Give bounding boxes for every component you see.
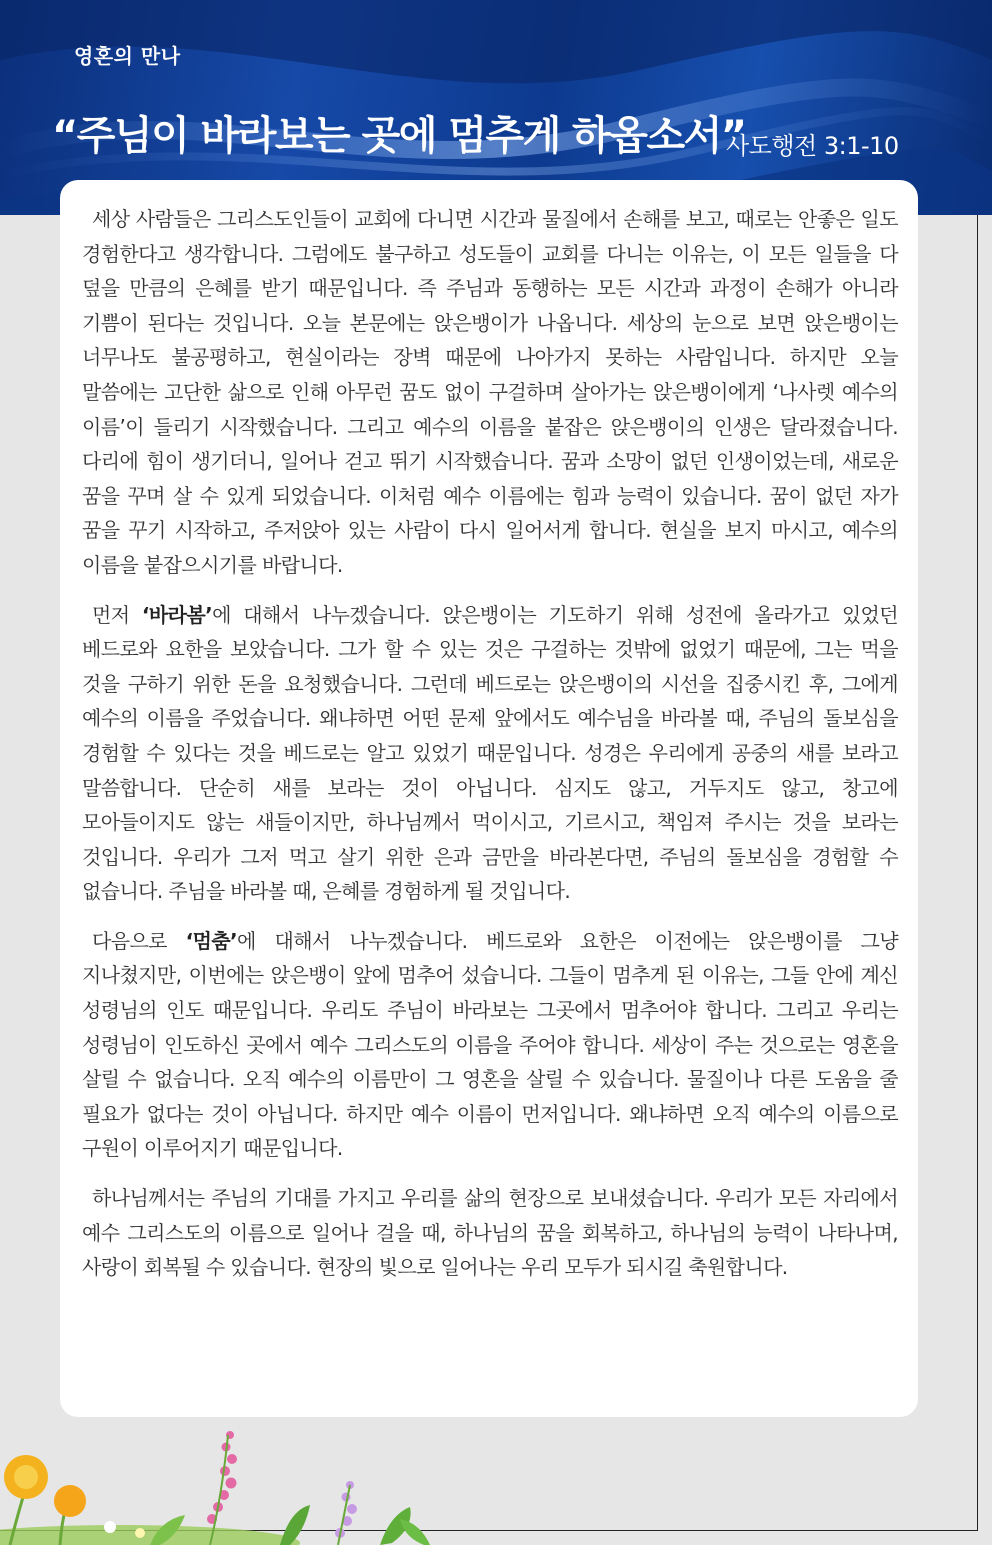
sermon-paragraph-4: 하나님께서는 주님의 기대를 가지고 우리를 삶의 현장으로 보내셨습니다. 우리가 모든 자리에서 예수 그리스도의 이름으로 일어나 걸을 때, 하나님의 꿈을 회복하고, 하나님의 능력이 나타나며, 사랑이 회복될 수 있습니다. 현장의 빛으로 일어나는 우리 모두가 되시길 축원합니다. [82, 1186, 898, 1280]
sermon-paragraph-2 [82, 598, 898, 909]
scripture-reference: 사도행전 3:1-10 [726, 132, 899, 160]
paragraph-2-body: 에 대해서 나누겠습니다. 앉은뱅이는 기도하기 위해 성전에 올라가고 있었던 베드로와 요한을 보았습니다. 그가 할 수 있는 것은 구걸하는 것밖에 없었기 때문에, 그는 먹을 것을 구하기 위한 돈을 요청했습니다. 그런데 베드로는 앉은뱅이의 시선을 집중시킨 후, 그에게 예수의 이름을 주었습니다. 왜냐하면 어떤 문제 앞에서도 예수님을 바라볼 때, 주님의 돌보심을 경험할 수 있다는 것을 베드로는 알고 있었기 때문입니다. 성경은 우리에게 공중의 새를 보라고 말씀합니다. 단순히 새를 보라는 것이 아닙니다. 심지도 않고, 거두지도 않고, 창고에 모아들이지도 않는 새들이지만, 하나님께서 먹이시고, 기르시고, 책임져 주시는 것을 보라는 것입니다. 우리가 그저 먹고 살기 위한 은과 금만을 바라본다면, 주님의 돌보심을 경험할 수 없습니다. 주님을 바라볼 때, 은혜를 경험하게 될 것입니다. [82, 602, 898, 904]
flower-decoration [0, 1415, 460, 1545]
sermon-paragraph-1: 세상 사람들은 그리스도인들이 교회에 다니면 시간과 물질에서 손해를 보고, 때로는 안좋은 일도 경험한다고 생각합니다. 그럼에도 불구하고 성도들이 교회를 다니는 이유는, 이 모든 일들을 다 덮을 만큼의 은혜를 받기 때문입니다. 즉 주님과 동행하는 모든 시간과 과정이 손해가 아니라 기쁨이 된다는 것입니다. 오늘 본문에는 앉은뱅이가 나옵니다. 세상의 눈으로 보면 앉은뱅이는 너무나도 불공평하고, 현실이라는 장벽 때문에 나아가지 못하는 사람입니다. 하지만 오늘 말씀에는 고단한 삶으로 인해 아무런 꿈도 없이 구걸하며 살아가는 앉은뱅이에게 ‘나사렛 예수의 이름’이 들리기 시작했습니다. 그리고 예수의 이름을 붙잡은 앉은뱅이의 인생은 달라졌습니다. 다리에 힘이 생기더니, 일어나 걷고 뛰기 시작했습니다. 꿈과 소망이 없던 인생이었는데, 새로운 꿈을 꾸며 살 수 있게 되었습니다. 이처럼 예수 이름에는 힘과 능력이 있습니다. 꿈이 없던 자가 꿈을 꾸기 시작하고, 주저앉아 있는 사람이 다시 일어서게 합니다. 현실을 보지 마시고, 예수의 이름을 붙잡으시기를 바랍니다. [82, 207, 898, 577]
keyword-stopping: ‘멈춤’ [185, 928, 238, 953]
paragraph-3-body: 에 대해서 나누겠습니다. 베드로와 요한은 이전에는 앉은뱅이를 그냥 지나쳤지만, 이번에는 앉은뱅이 앞에 멈추어 섰습니다. 그들이 멈추게 된 이유는, 그들 안에 계신 성령님의 인도 때문입니다. 우리도 주님이 바라보는 그곳에서 멈추어야 합니다. 그리고 우리는 성령님이 인도하신 곳에서 예수 그리스도의 이름을 주어야 합니다. 세상이 주는 것으로는 영혼을 살릴 수 없습니다. 오직 예수의 이름만이 그 영혼을 살릴 수 있습니다. 물질이나 다른 도움을 줄 필요가 없다는 것이 아닙니다. 하지만 예수 이름이 먼저입니다. 왜냐하면 오직 예수의 이름으로 구원이 이루어지기 때문입니다. [82, 928, 898, 1161]
keyword-looking: ‘바라봄’ [141, 602, 213, 627]
sermon-paragraph-3 [82, 924, 898, 1166]
section-label: 영혼의 만나 [74, 44, 181, 68]
paragraph-2-prefix: 먼저 [92, 602, 142, 627]
page-title: “주님이 바라보는 곳에 멈추게 하옵소서” [52, 113, 746, 159]
sermon-card [60, 180, 918, 1417]
paragraph-3-prefix: 다음으로 [92, 928, 186, 953]
